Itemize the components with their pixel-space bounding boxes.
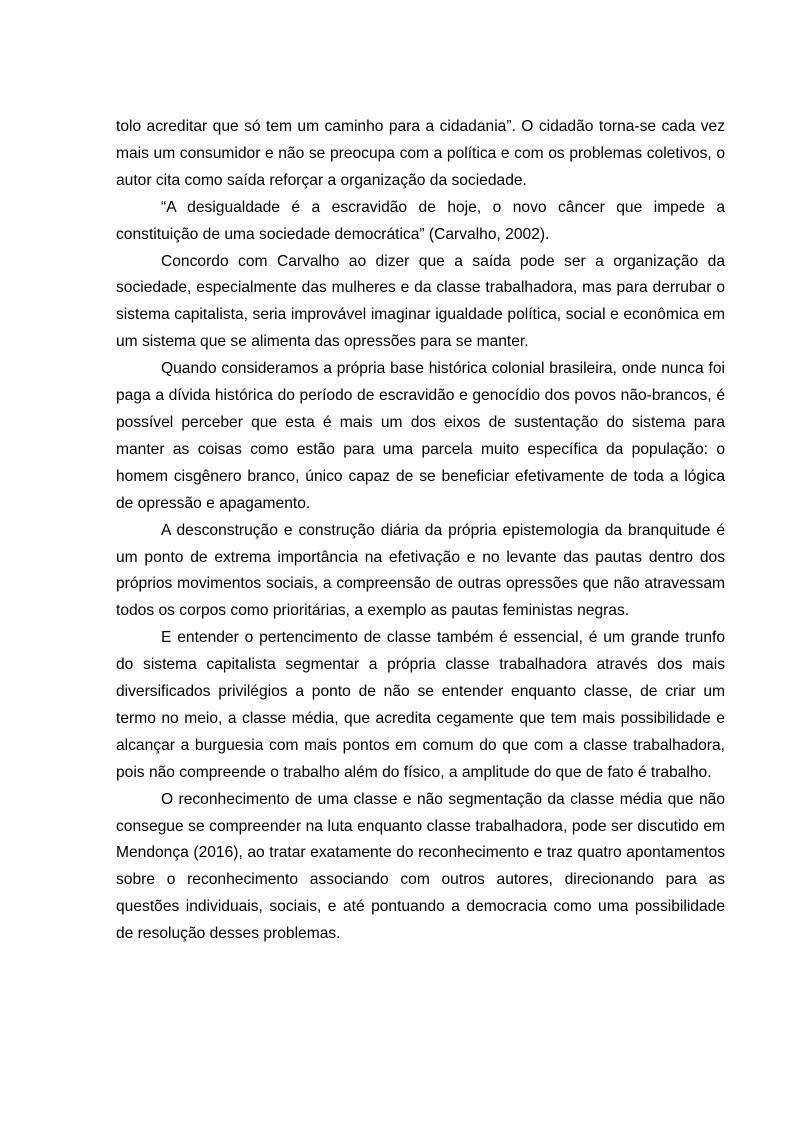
paragraph-quote: “A desigualdade é a escravidão de hoje, o novo câncer que impede a constituição de uma sociedade democrática” (Carvalho, 2002). — [116, 198, 725, 243]
paragraph: A desconstrução e construção diária da própria epistemologia da branquitude é um ponto de extrema importância na efetivação e no levante das pautas dentro dos próprios movimentos sociais, a compreensão de outras opressões que não atravessam todos os corpos como prioritárias, a exemplo as pautas feministas negras. — [116, 521, 725, 620]
paragraph: E entender o pertencimento de classe também é essencial, é um grande trunfo do sistema capitalista segmentar a própria classe trabalhadora através dos mais diversificados privilégios a ponto de não se entender enquanto classe, de criar um termo no meio, a classe média, que acredita cegamente que tem mais possibilidade e alcançar a burguesia com mais pontos em comum do que com a classe trabalhadora, pois não compreende o trabalho além do físico, a amplitude do que de fato é trabalho. — [116, 629, 725, 781]
paragraph-continuation: tolo acreditar que só tem um caminho para a cidadania”. O cidadão torna-se cada vez mais um consumidor e não se preocupa com a política e com os problemas coletivos, o autor cita como saída reforçar a organização da sociedade. — [116, 118, 725, 189]
paragraph: Concordo com Carvalho ao dizer que a saída pode ser a organização da sociedade, especialmente das mulheres e da classe trabalhadora, mas para derrubar o sistema capitalista, seria improvável imaginar igualdade política, social e econômica em um sistema que se alimenta das opressões para se manter. — [116, 252, 725, 351]
paragraph: O reconhecimento de uma classe e não segmentação da classe média que não consegue se compreender na luta enquanto classe trabalhadora, pode ser discutido em Mendonça (2016), ao tratar exatamente do reconhecimento e traz quatro apontamentos sobre o reconhecimento associando com outros autores, direcionando para as questões individuais, sociais, e até pontuando a democracia como uma possibilidade de resolução desses problemas. — [116, 790, 725, 943]
body-text — [116, 114, 725, 948]
paragraph: Quando consideramos a própria base histórica colonial brasileira, onde nunca foi paga a dívida histórica do período de escravidão e genocídio dos povos não-brancos, é possível perceber que esta é mais um dos eixos de sustentação do sistema para manter as coisas como estão para uma parcela muito específica da população: o homem cisgênero branco, único capaz de se beneficiar efetivamente de toda a lógica de opressão e apagamento. — [116, 360, 725, 512]
